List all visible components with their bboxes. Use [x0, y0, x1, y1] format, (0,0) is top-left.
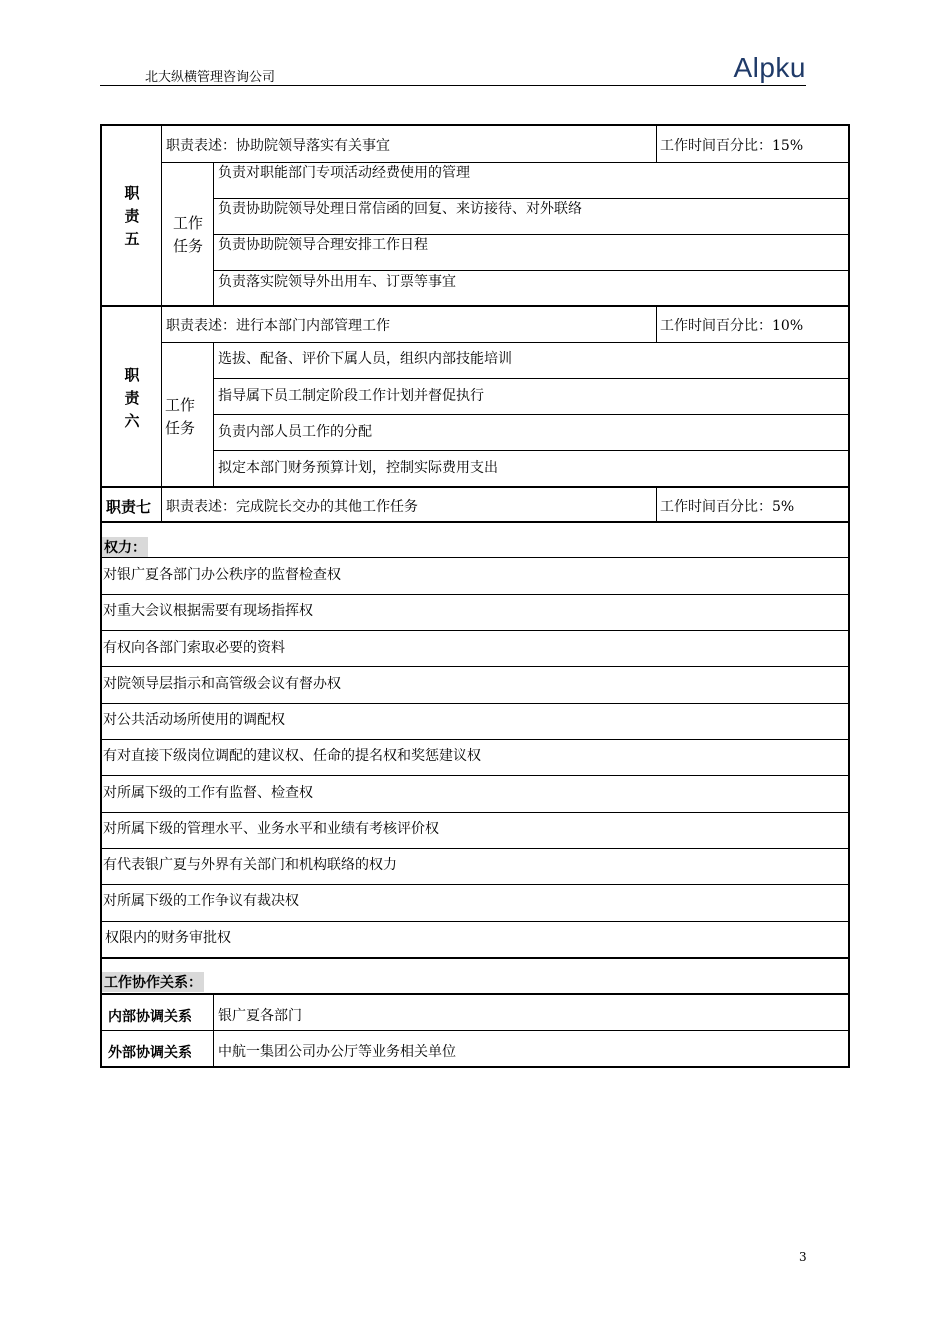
duty6-task-label: 工作 任务: [164, 396, 195, 437]
duty6-task-1: 选拔、配备、评价下属人员，组织内部技能培训: [218, 351, 512, 367]
duty6-task-3: 负责内部人员工作的分配: [218, 424, 372, 440]
job-description-table: [100, 124, 850, 1068]
relations-heading: 工作协作关系：: [102, 972, 204, 992]
power-item-6: 有对直接下级岗位调配的建议权、任命的提名权和奖惩建议权: [103, 748, 481, 764]
power-item-9: 有代表银广夏与外界有关部门和机构联络的权力: [103, 857, 397, 873]
external-relations-label: 外部协调关系: [108, 1045, 192, 1061]
duty5-label: 职 责 五: [124, 184, 140, 248]
power-item-7: 对所属下级的工作有监督、检查权: [103, 785, 313, 801]
power-item-3: 有权向各部门索取必要的资料: [103, 640, 285, 656]
power-item-10: 对所属下级的工作争议有裁决权: [103, 893, 299, 909]
duty5-task-2: 负责协助院领导处理日常信函的回复、来访接待、对外联络: [218, 201, 582, 217]
duty6-task-4: 拟定本部门财务预算计划，控制实际费用支出: [218, 460, 498, 476]
page-number: 3: [799, 1250, 807, 1264]
page-header: [100, 50, 806, 86]
company-name: 北大纵横管理咨询公司: [145, 70, 276, 85]
power-item-11: 权限内的财务审批权: [105, 930, 231, 946]
duty6-percent: 工作时间百分比：10%: [660, 318, 804, 334]
duty5-task-label: 工作 任务: [172, 214, 203, 255]
duty7-description: 职责表述：完成院长交办的其他工作任务: [166, 499, 418, 515]
power-item-5: 对公共活动场所使用的调配权: [103, 712, 285, 728]
duty5-task-4: 负责落实院领导外出用车、订票等事宜: [218, 274, 456, 290]
logo-text: Alpku: [733, 52, 806, 83]
power-item-2: 对重大会议根据需要有现场指挥权: [103, 603, 313, 619]
internal-relations-label: 内部协调关系: [108, 1009, 192, 1025]
duty5-percent: 工作时间百分比：15%: [660, 138, 804, 154]
powers-heading: 权力：: [102, 537, 148, 557]
power-item-8: 对所属下级的管理水平、业务水平和业绩有考核评价权: [103, 821, 439, 837]
external-relations-value: 中航一集团公司办公厅等业务相关单位: [218, 1044, 456, 1060]
duty6-description: 职责表述：进行本部门内部管理工作: [166, 318, 390, 334]
power-item-4: 对院领导层指示和高管级会议有督办权: [103, 676, 341, 692]
duty5-task-1: 负责对职能部门专项活动经费使用的管理: [218, 165, 470, 181]
duty7-label: 职责七: [106, 498, 152, 516]
duty5-task-3: 负责协助院领导合理安排工作日程: [218, 237, 428, 253]
duty6-label: 职 责 六: [124, 366, 140, 430]
power-item-1: 对银广夏各部门办公秩序的监督检查权: [103, 567, 341, 583]
company-logo: [733, 52, 806, 83]
duty5-description: 职责表述：协助院领导落实有关事宜: [166, 138, 390, 154]
internal-relations-value: 银广夏各部门: [218, 1008, 302, 1024]
duty6-task-2: 指导属下员工制定阶段工作计划并督促执行: [218, 388, 484, 404]
duty7-percent: 工作时间百分比：5%: [660, 499, 795, 515]
